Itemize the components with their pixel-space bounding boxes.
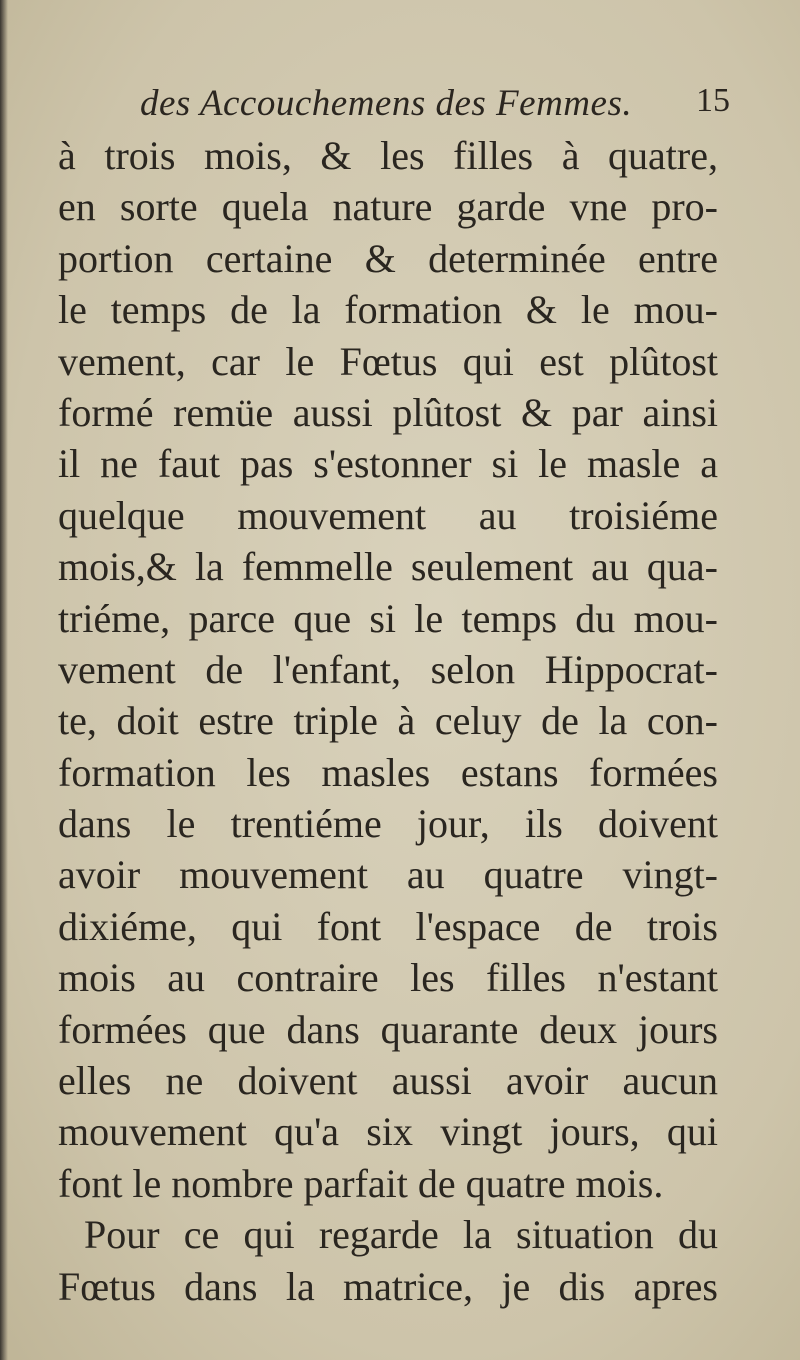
text-line: formation les masles estans formées xyxy=(58,749,718,795)
page-header xyxy=(140,82,730,132)
text-line: mois au contraire les filles n'estant xyxy=(58,955,718,1001)
text-line: Pour ce qui regarde la situation du xyxy=(84,1212,718,1258)
text-line: mouvement qu'a six vingt jours, qui xyxy=(58,1109,718,1155)
page-number: 15 xyxy=(696,82,730,119)
text-line: dixiéme, qui font l'espace de trois xyxy=(58,903,718,949)
text-line: formées que dans quarante deux jours xyxy=(58,1006,718,1052)
text-line: à trois mois, & les filles à quatre, xyxy=(58,133,718,178)
text-line: triéme, parce que si le temps du mou- xyxy=(58,595,718,641)
text-line: quelque mouvement au troisiéme xyxy=(58,492,718,538)
text-line: Fœtus dans la matrice, je dis apres xyxy=(58,1263,718,1309)
text-line: elles ne doivent aussi avoir aucun xyxy=(58,1058,718,1104)
text-line: portion certaine & determinée entre xyxy=(58,235,718,281)
text-line: formé remüe aussi plûtost & par ainsi xyxy=(58,389,718,435)
text-line: vement, car le Fœtus qui est plûtost xyxy=(58,338,718,384)
text-line: vement de l'enfant, selon Hippocrat- xyxy=(58,646,718,692)
text-line: mois,& la femmelle seulement au qua- xyxy=(58,544,718,590)
text-line: il ne faut pas s'estonner si le masle a xyxy=(58,441,718,487)
running-title: des Accouchemens des Femmes. xyxy=(140,83,633,124)
text-line: te, doit estre triple à celuy de la con- xyxy=(58,698,718,744)
text-line: avoir mouvement au quatre vingt- xyxy=(58,852,718,898)
text-line: font le nombre parfait de quatre mois. xyxy=(58,1160,664,1206)
text-line: le temps de la formation & le mou- xyxy=(58,287,718,333)
paragraph-2 xyxy=(58,1209,718,1312)
text-line: dans le trentiéme jour, ils doivent xyxy=(58,801,718,847)
body-text xyxy=(58,130,718,1312)
text-line: en sorte quela nature garde vne pro- xyxy=(58,184,718,230)
paragraph-1 xyxy=(58,130,718,1209)
binding-gutter xyxy=(0,0,8,1360)
